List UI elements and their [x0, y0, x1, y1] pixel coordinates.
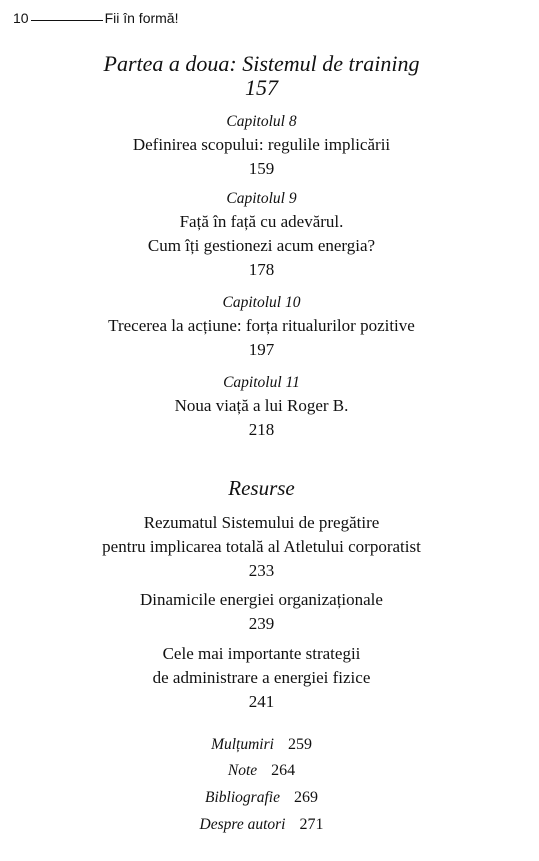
back-matter-page-number: 259: [287, 736, 312, 753]
back-matter-label: Mulțumiri: [211, 736, 274, 753]
toc-entry-bibliography: [0, 788, 523, 808]
chapter-label: Capitolul 10: [222, 294, 301, 311]
chapter-page-number: 159: [248, 159, 275, 178]
chapter-title: Noua viață a lui Roger B.: [174, 396, 349, 415]
part-page-number: 157: [245, 75, 278, 100]
toc-entry-chapter-11: [0, 372, 523, 442]
chapter-label: Capitolul 8: [226, 113, 297, 130]
resource-title-line-2: pentru implicarea totală al Atletului corporatist: [102, 537, 421, 556]
resource-page-number: 239: [248, 614, 275, 633]
back-matter-label: Bibliografie: [205, 789, 280, 806]
resource-title: Dinamicile energiei organizaționale: [140, 590, 383, 609]
running-header: [13, 10, 178, 26]
header-running-title: Fii în formă!: [104, 10, 179, 26]
toc-entry-chapter-9: [0, 188, 523, 282]
back-matter-label: Note: [227, 762, 258, 779]
chapter-label: Capitolul 9: [226, 190, 297, 207]
chapter-title-line-1: Față în față cu adevărul.: [179, 212, 344, 231]
chapter-page-number: 178: [248, 260, 275, 279]
toc-entry-chapter-8: [0, 111, 523, 181]
resource-page-number: 241: [248, 692, 275, 711]
toc-entry-resource-3: [0, 642, 523, 714]
resource-title-line-1: Cele mai importante strategii: [162, 644, 361, 663]
toc-entry-resource-2: [0, 588, 523, 636]
toc-entry-chapter-10: [0, 292, 523, 362]
back-matter-label: Despre autori: [199, 816, 286, 833]
chapter-page-number: 197: [248, 340, 275, 359]
resource-title-line-2: de administrare a energiei fizice: [152, 668, 371, 687]
toc-entry-about-authors: [0, 815, 523, 835]
part-heading: [0, 52, 523, 100]
toc-entry-resource-1: [0, 511, 523, 583]
chapter-label: Capitolul 11: [223, 374, 300, 391]
chapter-title: Definirea scopului: regulile implicării: [132, 135, 391, 154]
back-matter-page-number: 271: [299, 816, 324, 833]
resource-page-number: 233: [248, 561, 275, 580]
toc-entry-acknowledgements: [0, 735, 523, 755]
resource-title-line-1: Rezumatul Sistemului de pregătire: [143, 513, 380, 532]
chapter-title: Trecerea la acțiune: forța ritualurilor pozitive: [108, 316, 415, 335]
back-matter-page-number: 269: [293, 789, 318, 806]
resources-heading: Resurse: [228, 476, 295, 500]
toc-entry-notes: [0, 761, 523, 781]
header-rule: [31, 20, 103, 21]
part-title: Partea a doua: Sistemul de training: [103, 51, 420, 76]
chapter-title-line-2: Cum îți gestionezi acum energia?: [147, 236, 376, 255]
back-matter-page-number: 264: [271, 762, 296, 779]
header-page-number: 10: [13, 10, 29, 26]
chapter-page-number: 218: [248, 420, 275, 439]
